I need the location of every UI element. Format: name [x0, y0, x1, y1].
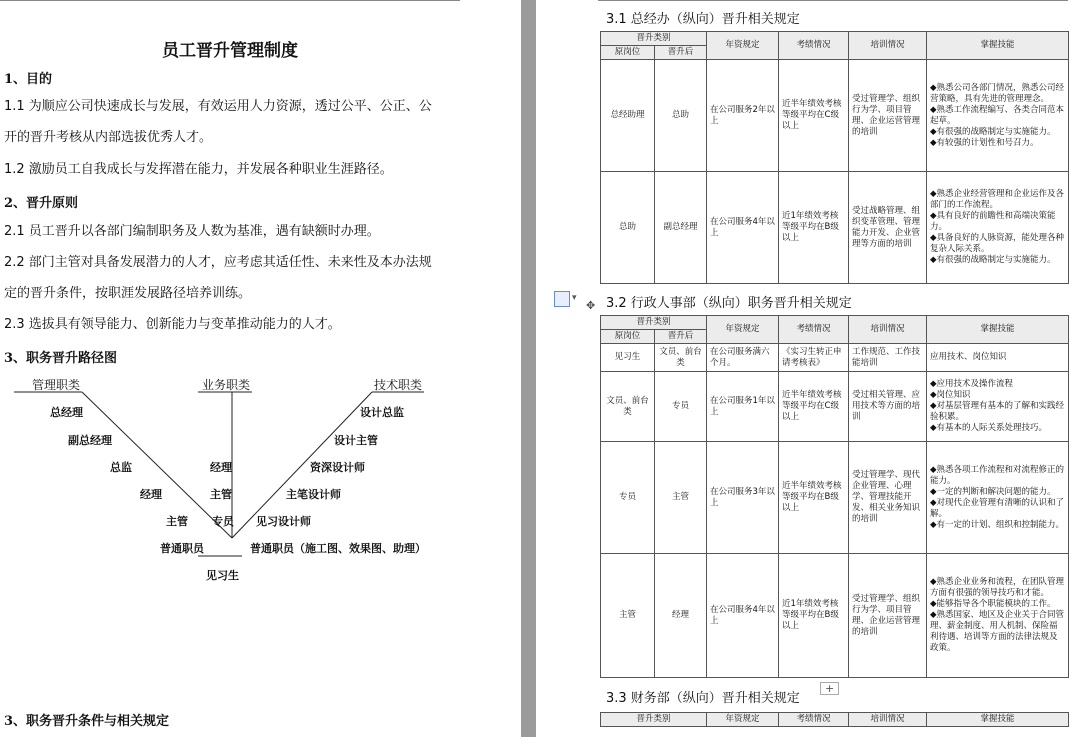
cell-training: 受过相关管理、应用技术等方面的培训: [849, 372, 927, 442]
cell-skills: ◆应用技术及操作流程 ◆岗位知识 ◆对基层管理有基本的了解和实践经验积累。 ◆有基本的人际关系处理技巧。: [927, 372, 1069, 442]
diagram-node-senior-designer: 资深设计师: [310, 461, 365, 474]
diagram-node-staff: 普通职员: [160, 542, 204, 555]
right-page-top-rule: [598, 0, 1068, 1]
cell-to: 专员: [655, 372, 707, 442]
heading-promotion-conditions: 3、职务晋升条件与相关规定: [4, 714, 170, 729]
header-assessment: 考绩情况: [779, 713, 849, 727]
table-row: [601, 442, 1069, 554]
diagram-node-specialist: 专员: [212, 515, 234, 528]
header-promotion-type: 晋升类别: [601, 316, 707, 330]
header-skills: 掌握技能: [927, 713, 1069, 727]
diagram-node-general-manager: 总经理: [50, 406, 83, 419]
header-training: 培训情况: [849, 32, 927, 60]
table-header-row: [601, 32, 1069, 46]
section-3-2-title: 3.2 行政人事部（纵向）职务晋升相关规定: [606, 296, 852, 311]
header-skills: 掌握技能: [927, 32, 1069, 60]
table-row: [601, 172, 1069, 284]
cell-from: 见习生: [601, 344, 655, 372]
cell-training: 工作规范、工作技能培训: [849, 344, 927, 372]
page-gap: [521, 0, 536, 737]
header-promoted-post: 晋升后: [655, 46, 707, 60]
cell-from: 总助: [601, 172, 655, 284]
add-row-plus-icon[interactable]: +: [820, 682, 839, 695]
diagram-node-junior-designer: 见习设计师: [256, 515, 311, 528]
diagram-node-staff-technical: 普通职员（施工图、效果图、助理）: [250, 542, 426, 555]
cell-to: 副总经理: [655, 172, 707, 284]
table-move-handle-icon[interactable]: ✥: [586, 299, 596, 312]
diagram-node-director: 总监: [110, 461, 132, 474]
diagram-node-supervisor-mid: 主管: [210, 488, 232, 501]
paragraph-2-2-line-2: 定的晋升条件，按职涯发展路径培养训练。: [4, 286, 252, 301]
header-skills: 掌握技能: [927, 316, 1069, 344]
header-years: 年资规定: [707, 316, 779, 344]
cell-years: 在公司服务4年以上: [707, 172, 779, 284]
diagram-node-design-supervisor: 设计主管: [334, 434, 378, 447]
table-admin-hr: [600, 315, 1069, 678]
heading-path-diagram: 3、职务晋升路径图: [4, 351, 118, 366]
cell-training: 受过管理学、现代企业管理、心理学、管理技能开发、相关业务知识的培训: [849, 442, 927, 554]
paste-options-icon[interactable]: [554, 291, 570, 307]
cell-years: 在公司服务2年以上: [707, 60, 779, 172]
cell-training: 受过管理学、组织行为学、项目管理、企业运营管理的培训: [849, 554, 927, 678]
cell-from: 主管: [601, 554, 655, 678]
cell-assessment: 近半年绩效考核等级平均在B级以上: [779, 442, 849, 554]
header-promotion-type: 晋升类别: [601, 32, 707, 46]
header-promotion-type: 晋升类别: [601, 713, 707, 727]
paragraph-2-2-line-1: 2.2 部门主管对具备发展潜力的人才，应考虑其适任性、未来性及本办法规: [4, 255, 432, 270]
cell-from: 专员: [601, 442, 655, 554]
header-assessment: 考绩情况: [779, 32, 849, 60]
cell-assessment: 近1年绩效考核等级平均在B级以上: [779, 172, 849, 284]
table-header-row: [601, 316, 1069, 330]
header-training: 培训情况: [849, 713, 927, 727]
cell-assessment: 近半年绩效考核等级平均在C级以上: [779, 60, 849, 172]
cell-skills: ◆熟悉企业业务和流程，在团队管理方面有很强的领导技巧和才能。 ◆能够指导各个职能模块的工作。 ◆熟悉国家、地区及企业关于合同管理、薪金制度、用人机制、保险福利待遇、培训等方面的法律法规及政策。: [927, 554, 1069, 678]
paragraph-1-1-line-1: 1.1 为顺应公司快速成长与发展，有效运用人力资源，透过公平、公正、公: [4, 99, 432, 114]
section-3-3-title: 3.3 财务部（纵向）晋升相关规定: [606, 691, 800, 706]
section-3-1-title: 3.1 总经办（纵向）晋升相关规定: [606, 12, 800, 27]
header-original-post: 原岗位: [601, 46, 655, 60]
header-assessment: 考绩情况: [779, 316, 849, 344]
header-training: 培训情况: [849, 316, 927, 344]
cell-to: 主管: [655, 442, 707, 554]
cell-training: 受过战略管理、组织变革管理、管理能力开发、企业管理等方面的培训: [849, 172, 927, 284]
right-document-page: [536, 0, 1080, 737]
table-header-row: [601, 713, 1069, 727]
cell-years: 在公司服务3年以上: [707, 442, 779, 554]
diagram-node-intern: 见习生: [206, 569, 239, 582]
diagram-head-business: 业务职类: [202, 378, 251, 392]
paste-dropdown-icon[interactable]: ▾: [572, 293, 577, 303]
table-general-office: [600, 31, 1069, 284]
diagram-node-design-director: 设计总监: [360, 406, 404, 419]
diagram-head-technical: 技术职类: [374, 378, 423, 392]
header-promoted-post: 晋升后: [655, 330, 707, 344]
paragraph-1-1-line-2: 开的晋升考核从内部选拔优秀人才。: [4, 130, 213, 145]
cell-years: 在公司服务满六个月。: [707, 344, 779, 372]
cell-to: 总助: [655, 60, 707, 172]
left-document-page: [0, 0, 521, 737]
cell-skills: ◆熟悉各项工作流程和对流程修正的能力。 ◆一定的判断和解决问题的能力。 ◆对现代企业管理有清晰的认识和了解。 ◆有一定的计划、组织和控制能力。: [927, 442, 1069, 554]
cell-assessment: 《实习生转正申请考核表》: [779, 344, 849, 372]
diagram-node-manager-mid: 经理: [210, 461, 232, 474]
cell-training: 受过管理学、组织行为学、项目管理、企业运营管理的培训: [849, 60, 927, 172]
cell-skills: 应用技术、岗位知识: [927, 344, 1069, 372]
cell-skills: ◆熟悉公司各部门情况，熟悉公司经营策略，具有先进的管理理念。 ◆熟悉工作流程编写、各类合同范本起草。 ◆有很强的战略制定与实施能力。 ◆有较强的计划性和号召力。: [927, 60, 1069, 172]
cell-from: 总经助理: [601, 60, 655, 172]
header-years: 年资规定: [707, 713, 779, 727]
paragraph-2-3: 2.3 选拔具有领导能力、创新能力与变革推动能力的人才。: [4, 317, 341, 332]
cell-from: 文员、前台类: [601, 372, 655, 442]
table-row: [601, 554, 1069, 678]
paragraph-1-2: 1.2 激励员工自我成长与发挥潜在能力，并发展各种职业生涯路径。: [4, 162, 393, 177]
cell-to: 经理: [655, 554, 707, 678]
cell-assessment: 近半年绩效考核等级平均在C级以上: [779, 372, 849, 442]
header-original-post: 原岗位: [601, 330, 655, 344]
promotion-path-diagram: [0, 370, 460, 590]
cell-years: 在公司服务4年以上: [707, 554, 779, 678]
diagram-node-deputy-gm: 副总经理: [68, 434, 112, 447]
cell-years: 在公司服务1年以上: [707, 372, 779, 442]
cell-skills: ◆熟悉企业经营管理和企业运作及各部门的工作流程。 ◆具有良好的前瞻性和高端决策能力。 ◆具备良好的人脉资源，能处理各种复杂人际关系。 ◆有很强的战略制定与实施能力。: [927, 172, 1069, 284]
heading-principles: 2、晋升原则: [4, 196, 79, 211]
table-row: [601, 60, 1069, 172]
paragraph-2-1: 2.1 员工晋升以各部门编制职务及人数为基准，遇有缺额时办理。: [4, 224, 380, 239]
page-top-rule: [0, 0, 460, 1]
diagram-head-management: 管理职类: [32, 378, 81, 392]
diagram-node-lead-designer: 主笔设计师: [286, 488, 341, 501]
table-finance: [600, 712, 1069, 727]
table-row: [601, 372, 1069, 442]
diagram-node-manager-left: 经理: [140, 488, 162, 501]
cell-to: 文员、前台类: [655, 344, 707, 372]
diagram-node-supervisor-left: 主管: [166, 515, 188, 528]
table-row: [601, 344, 1069, 372]
cell-assessment: 近1年绩效考核等级平均在B级以上: [779, 554, 849, 678]
document-title: 员工晋升管理制度: [162, 41, 298, 61]
heading-purpose: 1、目的: [4, 72, 53, 87]
header-years: 年资规定: [707, 32, 779, 60]
